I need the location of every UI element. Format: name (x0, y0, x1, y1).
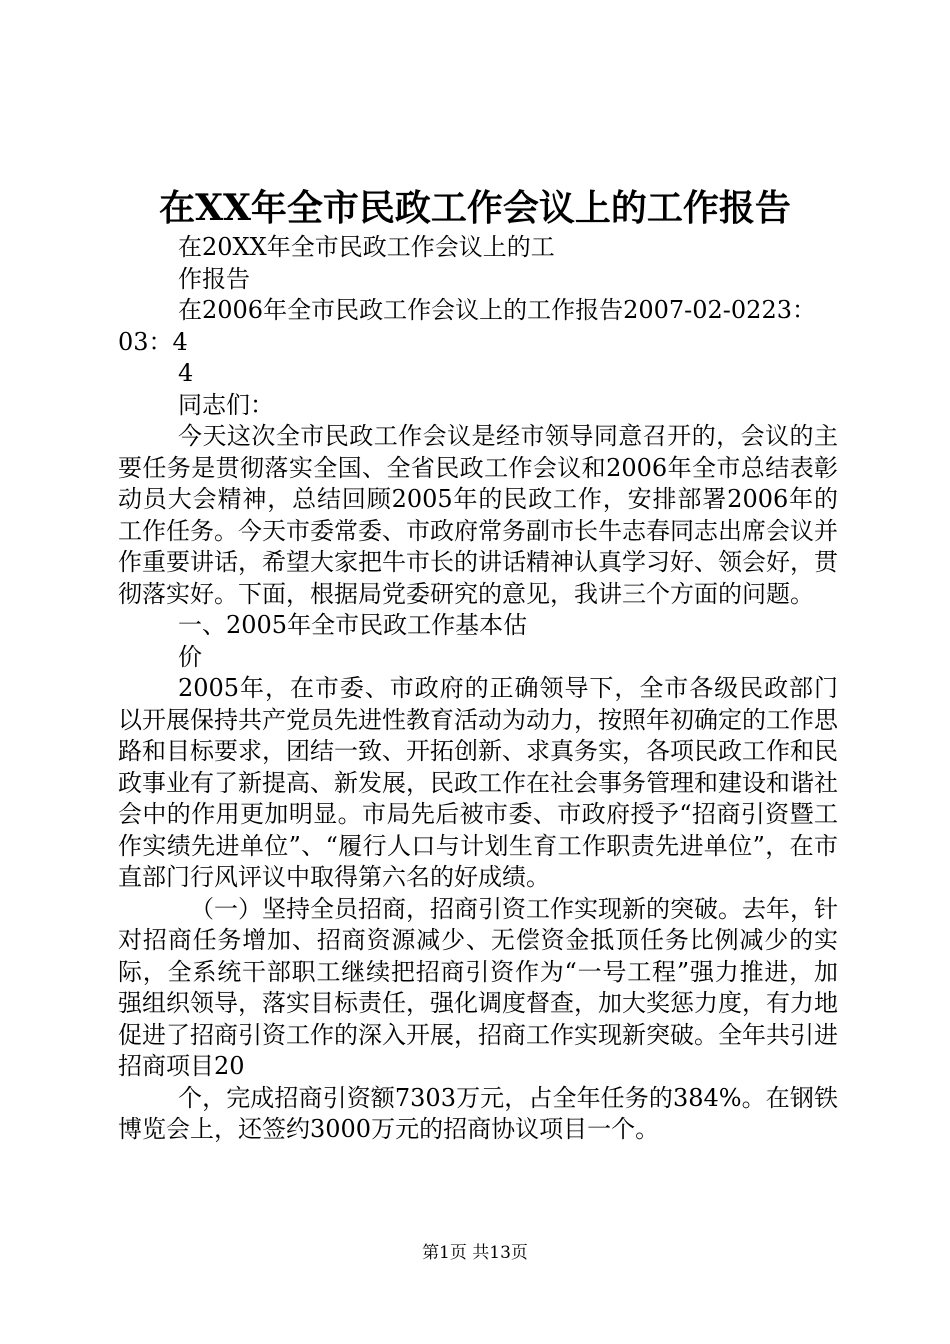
meta-line: 4 (178, 359, 194, 387)
section-heading: 价 (178, 642, 202, 671)
paragraph: 个，完成招商引资额7303万元，占全年任务的384%。在钢铁博览会上，还签约3000万元的招商协议项目一个。 (118, 1083, 838, 1143)
section-heading: 一、2005年全市民政工作基本估 (178, 611, 528, 639)
document-body (118, 232, 838, 1146)
subtitle-line: 在20XX年全市民政工作会议上的工 (178, 233, 555, 261)
meta-line: 在2006年全市民政工作会议上的工作报告2007-02-0223： (178, 296, 816, 324)
meta-line: 03：4 (118, 327, 188, 356)
paragraph: 2005年，在市委、市政府的正确领导下，全市各级民政部门以开展保持共产党员先进性教育活动为动力，按照年初确定的工作思路和目标要求，团结一致、开拓创新、求真务实，各项民政工作和民政事业有了新提高、新发展，民政工作在社会事务管理和建设和谐社会中的作用更加明显。市局先后被市委、市政府授予“招商引资暨工作实绩先进单位”、“履行人口与计划生育工作职责先进单位”，在市直部门行风评议中取得第六名的好成绩。 (118, 674, 838, 891)
greeting: 同志们： (178, 390, 274, 419)
paragraph: 今天这次全市民政工作会议是经市领导同意召开的，会议的主要任务是贯彻落实全国、全省民政工作会议和2006年全市总结表彰动员大会精神，总结回顾2005年的民政工作，安排部署2006年的工作任务。今天市委常委、市政府常务副市长牛志春同志出席会议并作重要讲话，希望大家把牛市长的讲话精神认真学习好、领会好，贯彻落实好。下面，根据局党委研究的意见，我讲三个方面的问题。 (118, 422, 838, 608)
page-footer: 第1页 共13页 (422, 1243, 528, 1263)
subtitle-line: 作报告 (178, 264, 250, 293)
document-title: 在XX年全市民政工作会议上的工作报告 (159, 187, 791, 229)
paragraph: （一）坚持全员招商，招商引资工作实现新的突破。去年，针对招商任务增加、招商资源减少、无偿资金抵顶任务比例减少的实际，全系统干部职工继续把招商引资作为“一号工程”强力推进，加强组织领导，落实目标责任，强化调度督查，加大奖惩力度，有力地促进了招商引资工作的深入开展，招商工作实现新突破。全年共引进招商项目20 (118, 894, 838, 1080)
